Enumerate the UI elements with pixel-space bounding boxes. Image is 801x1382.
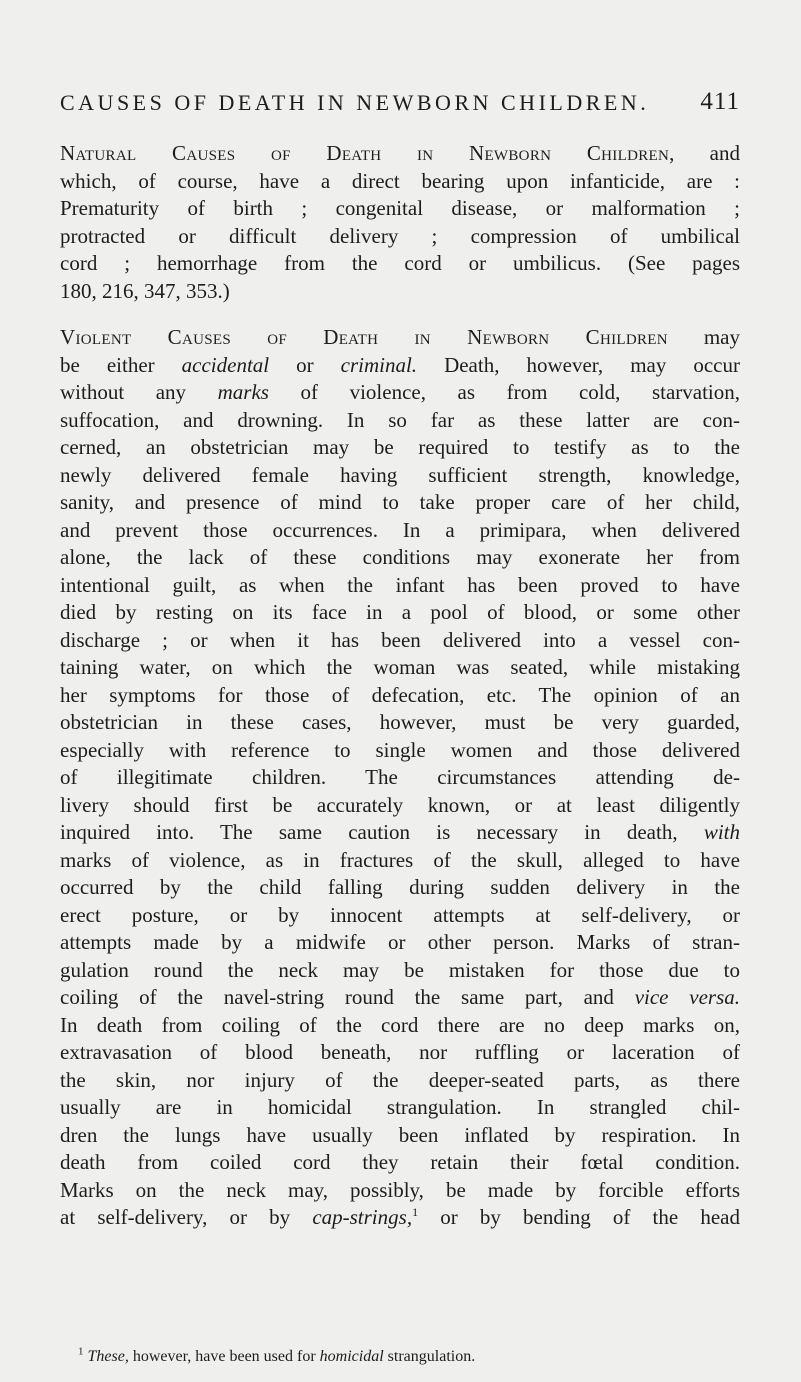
italic-term: vice versa. [634, 985, 740, 1009]
paragraph-2-line: inquired into. The same caution is necessary in death, with [60, 820, 740, 844]
paragraph-2-line: sanity, and presence of mind to take proper care of her child, [60, 490, 740, 514]
italic-term: accidental [181, 352, 270, 377]
paragraph-2-line: of illegitimate children. The circumstances attending de- [60, 765, 740, 789]
paragraph-gap [60, 305, 740, 324]
italic-term: homicidal [319, 1348, 384, 1365]
page-number: 411 [700, 88, 740, 115]
paragraph-2-line: suffocation, and drowning. In so far as these latter are con- [60, 407, 740, 432]
paragraph-2-line: alone, the lack of these conditions may exonerate her from [60, 545, 740, 569]
paragraph-2-line: newly delivered female having sufficient strength, knowledge, [60, 462, 740, 487]
paragraph-1-line: cord ; hemorrhage from the cord or umbilicus. (See pages [60, 251, 740, 275]
paragraph-2-line: at self-delivery, or by cap-strings,$^1$ or by bending of the head [60, 1205, 740, 1229]
paragraph-2-line: especially with reference to single women and those delivered [60, 737, 740, 762]
paragraph-2-line: death from coiled cord they retain their fœtal condition. [60, 1150, 740, 1174]
paragraph-2-line: usually are in homicidal strangulation. In strangled chil- [60, 1095, 740, 1119]
paragraph-2-line: without any marks of violence, as from cold, starvation, [60, 380, 740, 404]
paragraph-2-line: attempts made by a midwife or other person. Marks of stran- [60, 930, 740, 954]
italic-term: cap-strings, [312, 1205, 413, 1229]
paragraph-1-line: 180, 216, 347, 353.) [60, 278, 230, 303]
paragraph-2-line: coiling of the navel-string round the same part, and vice versa. [60, 985, 740, 1009]
paragraph-2-line: Marks on the neck may, possibly, be made by forcible efforts [60, 1177, 740, 1202]
italic-term: marks [217, 380, 269, 404]
paragraph-2-line: dren the lungs have usually been inflated by respiration. In [60, 1122, 740, 1147]
paragraph-2-line: discharge ; or when it has been delivered into a vessel con- [60, 627, 740, 652]
paragraph-2-line: cerned, an obstetrician may be required to testify as to the [60, 435, 740, 459]
paragraph-1-line: protracted or difficult delivery ; compression of umbilical [60, 223, 740, 248]
paragraph-2-line: Violent Causes of Death in Newborn Children may [60, 325, 741, 349]
footnote-reference: 1 [412, 1205, 419, 1219]
running-head [60, 90, 740, 120]
paragraph-2-line: occurred by the child falling during sudden delivery in the [60, 875, 740, 899]
paragraph-2-line: erect posture, or by innocent attempts at self-delivery, or [60, 902, 740, 927]
italic-term: These, [87, 1348, 129, 1365]
running-head-title: CAUSES OF DEATH IN NEWBORN CHILDREN. [60, 90, 650, 115]
paragraph-2-line: the skin, nor injury of the deeper-seated parts, as there [60, 1067, 740, 1092]
paragraph-2-line: intentional guilt, as when the infant has been proved to have [60, 572, 740, 597]
paragraph-2-line: died by resting on its face in a pool of blood, or some other [60, 600, 740, 624]
paragraph-1-line: Prematurity of birth ; congenital disease, or malformation ; [60, 196, 740, 220]
footnote: $^1$ These, however, have been used for homicidal strangulation. [78, 1345, 476, 1365]
paragraph-2-line: gulation round the neck may be mistaken for those due to [60, 957, 740, 982]
paragraph-2-line: obstetrician in these cases, however, must be very guarded, [60, 710, 740, 734]
paragraph-2-line: and prevent those occurrences. In a primipara, when delivered [60, 517, 740, 542]
italic-term: with [703, 820, 740, 844]
paragraph-1-line: which, of course, have a direct bearing upon infanticide, are : [60, 168, 740, 193]
paragraph-1-heading: Natural Causes of Death in Newborn Children [60, 141, 670, 165]
italic-term: criminal. [340, 352, 418, 377]
paragraph-1-line: Natural Causes of Death in Newborn Children, and [60, 141, 740, 165]
paragraph-2-line: livery should first be accurately known, or at least diligently [60, 792, 740, 817]
footnote-marker: 1 [78, 1345, 84, 1358]
paragraph-2-line: taining water, on which the woman was seated, while mistaking [60, 655, 740, 679]
body-text [60, 140, 740, 1232]
paragraph-2-heading: Violent Causes of Death in Newborn Children [60, 325, 668, 349]
paragraph-2-line: be either accidental or criminal. Death, however, may occur [60, 352, 740, 377]
paragraph-2-line: extravasation of blood beneath, nor ruffling or laceration of [60, 1040, 740, 1064]
paragraph-2-line: In death from coiling of the cord there are no deep marks on, [60, 1012, 740, 1037]
paragraph-2-line: marks of violence, as in fractures of the skull, alleged to have [60, 847, 740, 872]
paragraph-2-line: her symptoms for those of defecation, etc. The opinion of an [60, 682, 740, 707]
